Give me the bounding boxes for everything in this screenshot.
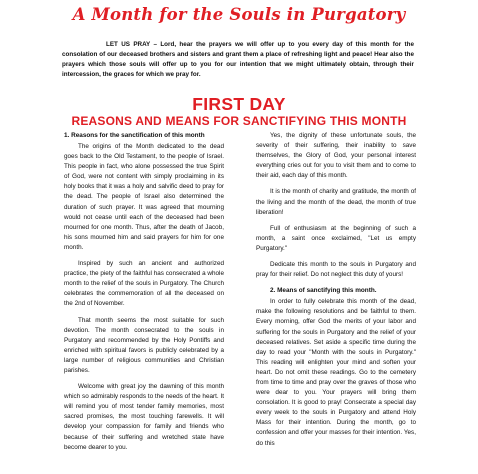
paragraph: The origins of the Month dedicated to the dead goes back to the Old Testament, to the people of Israel. This people in fact, who alone possessed the true Spirit of God, were not content with simply proclaiming in its holy books that it was a holy and salvific deed to pray for the dead. The people of Israel also determined the duration of such prayer. It was agreed that mourning would not cease until each of the deceased had been mourned for one month. Thus, after the death of Jacob, his sons mourned him and said prayers for him for one month. — [64, 143, 224, 251]
section-subtitle: REASONS AND MEANS FOR SANCTIFYING THIS MONTH — [71, 114, 407, 128]
left-column — [64, 131, 224, 474]
document-title: A Month for the Souls in Purgatory — [72, 5, 406, 24]
paragraph: Dedicate this month to the souls in Purgatory and pray for their relief. Do not neglect this duty of yours! — [256, 261, 416, 279]
paragraph: Welcome with great joy the dawning of this month which so admirably responds to the needs of the heart. It will remind you of most tender family memories, most sacred promises, the most touching farewells. It will develop your compassion for family and friends who because of their suffering and wretched state have become dearer to you. — [64, 383, 224, 451]
right-column — [256, 131, 416, 474]
paragraph: In order to fully celebrate this month of the dead, make the following resolutions and be faithful to them. Every morning, offer God the merits of your labor and suffering for the souls in Purgatory and the relief of your deceased relatives. Set aside a specific time during the day to read your "Month with the souls in Purgatory." This reading will enlighten your mind and soften your heart. Do not omit these readings. Go to the cemetery from time to time and pray over the graves of those who were dear to you. Your prayers will bring them consolation. It is good to pray! Consecrate a special day every week to the souls in Purgatory and attend Holy Mass for their intention. During the month, go to confession and offer your masses for their intention. Yes, do this — [256, 298, 416, 447]
right-section-heading: 2. Means of sanctifying this month. — [270, 287, 377, 295]
paragraph: Yes, the dignity of these unfortunate souls, the severity of their suffering, their inability to save themselves, the Glory of God, your personal interest everything cries out for you to visit them and to come to their aid, each day of this month. — [256, 132, 416, 180]
paragraph: Full of enthusiasm at the beginning of such a month, a saint once exclaimed, "Let us empty Purgatory." — [256, 224, 416, 252]
paragraph: It is the month of charity and gratitude, the month of the living and the month of the dead, the month of true liberation! — [256, 188, 416, 216]
left-section-heading: 1. Reasons for the sanctification of this month — [64, 132, 205, 139]
day-heading: FIRST DAY — [192, 94, 286, 114]
paragraph: Inspired by such an ancient and authorized practice, the piety of the faithful has consecrated a whole month to the relief of the souls in Purgatory. The Church celebrates the commemoration of all the deceased on the 2nd of November. — [64, 260, 224, 308]
opening-prayer: LET US PRAY – Lord, hear the prayers we will offer up to you every day of this month for the consolation of our deceased brothers and sisters and grant them a place of refreshing light and peace! Hear also the prayers which those souls will offer up to you for our intention that we might ultimately obtain, through their intercession, the graces for which we pray for. — [62, 41, 414, 78]
paragraph: That month seems the most suitable for such devotion. The month consecrated to the souls in Purgatory and recommended by the Holy Pontiffs and enriched with spiritual favors is publicly celebrated by a large number of religious communities and Christian parishes. — [64, 316, 224, 374]
